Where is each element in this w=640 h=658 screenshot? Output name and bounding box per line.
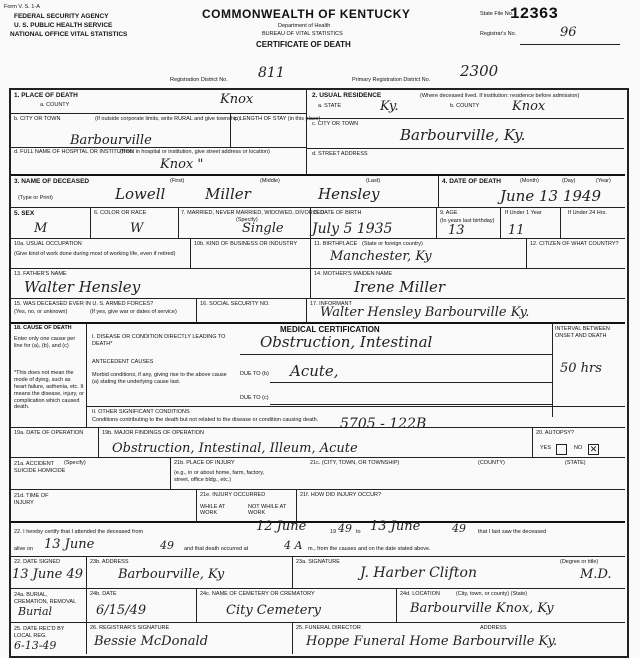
s21d-label: 21d. TIME OF INJURY bbox=[14, 493, 49, 507]
first-name-label: (First) bbox=[170, 178, 185, 184]
autopsy-no-checkbox-checked: ✕ bbox=[589, 444, 598, 454]
cemetery-value: City Cemetery bbox=[226, 603, 321, 618]
antecedent-label: ANTECEDENT CAUSES bbox=[92, 359, 154, 365]
while-at-work-label: WHILE AT WORK bbox=[200, 504, 226, 516]
place-city-value: Barbourville bbox=[70, 133, 152, 148]
registrar-number-label: Registrar's No. bbox=[480, 31, 517, 37]
first-name-value: Lowell bbox=[115, 185, 166, 203]
s15-note: (Yes, no, or unknown) bbox=[14, 309, 68, 315]
morbid-note: Morbid conditions, if any, giving rise to the above cause (a) stating the underlying cause last. bbox=[92, 372, 227, 385]
alive-on-year: 49 bbox=[160, 539, 174, 552]
state-file-number: 12363 bbox=[510, 5, 559, 23]
date-received-value: 6-13-49 bbox=[14, 639, 57, 652]
s11-label: 11. BIRTHPLACE bbox=[314, 241, 358, 247]
s26-label: 26. REGISTRAR'S SIGNATURE bbox=[90, 625, 170, 631]
death-time-value: 4 A bbox=[284, 539, 303, 552]
injury-county-label: (COUNTY) bbox=[478, 460, 505, 466]
s2d-label: d. STREET ADDRESS bbox=[312, 151, 368, 157]
state-file-label: State File No. bbox=[480, 11, 514, 17]
s8-label: 8. DATE OF BIRTH bbox=[314, 210, 362, 216]
father-name-value: Walter Hensley bbox=[24, 278, 141, 296]
s4-label: 4. DATE OF DEATH bbox=[442, 178, 501, 185]
s1c-label: c. LENGTH OF STAY (in this place) bbox=[234, 116, 321, 122]
burial-value: Burial bbox=[18, 605, 53, 618]
residence-state-value: Ky. bbox=[380, 99, 399, 114]
physician-signature-value: J. Harber Clifton bbox=[360, 565, 477, 581]
s24c-label: 24c. NAME OF CEMETERY OR CREMATORY bbox=[200, 591, 315, 597]
injury-state-label: (STATE) bbox=[565, 460, 586, 466]
last-name-label: (Last) bbox=[366, 178, 381, 184]
birth-date-value: July 5 1935 bbox=[312, 221, 393, 237]
s21e-label: 21e. INJURY OCCURRED bbox=[200, 492, 266, 498]
s9-label: 9. AGE bbox=[440, 210, 458, 216]
funeral-director-value: Hoppe Funeral Home Barbourville Ky. bbox=[306, 634, 558, 649]
degree-value: M.D. bbox=[580, 567, 612, 582]
due-to-b-label: DUE TO (b) bbox=[240, 371, 269, 377]
bureau: BUREAU OF VITAL STATISTICS bbox=[262, 31, 343, 37]
registrar-number: 96 bbox=[560, 25, 577, 40]
certify-to: to bbox=[356, 529, 361, 535]
form-number: Form V. S. 1-A bbox=[4, 4, 40, 10]
s26b-note: ADDRESS bbox=[480, 625, 507, 631]
s21a-label: 21a. ACCIDENT SUICIDE HOMICIDE bbox=[14, 461, 66, 475]
s3-note: (Type or Print) bbox=[18, 195, 53, 201]
registration-district-number: 811 bbox=[258, 65, 285, 81]
residence-city-value: Barbourville, Ky. bbox=[400, 126, 526, 144]
agency-line-3: NATIONAL OFFICE VITAL STATISTICS bbox=[10, 31, 128, 38]
s1-title: 1. PLACE OF DEATH bbox=[14, 92, 78, 99]
month-label: (Month) bbox=[520, 178, 539, 184]
cause-a-value: Obstruction, Intestinal bbox=[260, 333, 433, 351]
s2a-label: a. STATE bbox=[318, 103, 342, 109]
birthplace-value: Manchester, Ky bbox=[330, 249, 432, 264]
s25-label: 25. DATE REC'D BY LOCAL REG. bbox=[14, 626, 65, 639]
middle-name-label: (Middle) bbox=[260, 178, 280, 184]
document-title: CERTIFICATE OF DEATH bbox=[256, 40, 351, 49]
s1a-label: a. COUNTY bbox=[40, 102, 70, 108]
s24b-label: 24b. DATE bbox=[90, 591, 117, 597]
s23b-label: 23b. ADDRESS bbox=[90, 559, 129, 565]
s21c-label: 21c. (CITY, TOWN, OR TOWNSHIP) bbox=[310, 460, 400, 466]
s20-label: 20. AUTOPSY? bbox=[536, 430, 575, 436]
s19a-label: 19a. DATE OF OPERATION bbox=[14, 430, 84, 436]
state-title: COMMONWEALTH OF KENTUCKY bbox=[202, 7, 411, 21]
certify-text-year-1: 19 bbox=[330, 529, 337, 535]
s24d-label: 24d. LOCATION bbox=[400, 591, 440, 597]
death-date-value: June 13 1949 bbox=[500, 187, 602, 205]
s11-note: (State or foreign country) bbox=[362, 241, 423, 247]
s12-label: 12. CITIZEN OF WHAT COUNTRY? bbox=[530, 241, 619, 247]
agency-line-2: U. S. PUBLIC HEALTH SERVICE bbox=[14, 22, 113, 29]
s1b-note: (If outside corporate limits, write RURAL and give township) bbox=[95, 116, 240, 122]
last-name-value: Hensley bbox=[318, 185, 380, 203]
attended-from-value: 12 June bbox=[256, 519, 307, 534]
other-conditions-note: Conditions contributing to the death but not related to the disease or condition causing death. bbox=[92, 417, 319, 423]
s2c-label: c. CITY OR TOWN bbox=[312, 121, 359, 127]
s18-note: Enter only one cause per line for (a), (b), and (c) bbox=[14, 336, 76, 349]
not-mean-note: *This does not mean the mode of dying, such as heart failure, asthenia, etc. It means the disease, injury, or complication which caused death. bbox=[14, 370, 84, 411]
s10b-label: 10b. KIND OF BUSINESS OR INDUSTRY bbox=[194, 241, 298, 247]
s1d-note: (If not in hospital or institution, give street address or location) bbox=[120, 149, 270, 155]
certify-text-3: that I last saw the deceased bbox=[478, 529, 547, 535]
age-under-24-label: If Under 24 Hrs. bbox=[568, 210, 607, 216]
certify-text-1: 22. I hereby certify that I attended the deceased from bbox=[14, 529, 144, 535]
s17-label: 17. INFORMANT bbox=[310, 301, 352, 307]
s21f-label: 21f. HOW DID INJURY OCCUR? bbox=[300, 492, 382, 498]
operation-findings-value: Obstruction, Intestinal, Illeum, Acute bbox=[112, 441, 358, 456]
cause-code-value: 5705 - 122B bbox=[340, 416, 427, 432]
s10a-label: 10a. USUAL OCCUPATION bbox=[14, 241, 82, 247]
agency-line-1: FEDERAL SECURITY AGENCY bbox=[14, 13, 109, 20]
marital-value: Single bbox=[242, 221, 284, 236]
autopsy-yes-label: YES bbox=[540, 445, 552, 451]
age-months-value: 11 bbox=[508, 223, 525, 238]
disease-condition-label: I. DISEASE OR CONDITION DIRECTLY LEADING TO DEATH* bbox=[92, 334, 226, 347]
s15-war-note: (If yes, give war or dates of service) bbox=[90, 309, 177, 315]
certify-text-4: and that death occurred at bbox=[184, 546, 249, 552]
s9-note: (In years last birthday) bbox=[440, 218, 495, 224]
s1b-label: b. CITY OR TOWN bbox=[14, 116, 61, 122]
s10a-note: (Give kind of work done during most of working life, even if retired) bbox=[14, 251, 176, 257]
s7-label: 7. MARRIED, NEVER MARRIED, WIDOWED, DIVORCED bbox=[181, 210, 325, 216]
not-while-at-work-label: NOT WHILE AT WORK bbox=[248, 504, 287, 516]
s1d-label: d. FULL NAME OF HOSPITAL OR INSTITUTION bbox=[14, 149, 134, 155]
mother-name-value: Irene Miller bbox=[354, 278, 446, 296]
s22b-label: 22. DATE SIGNED bbox=[14, 559, 61, 565]
registrar-signature-value: Bessie McDonald bbox=[94, 634, 209, 649]
s19b-label: 19b. MAJOR FINDINGS OF OPERATION bbox=[102, 430, 204, 436]
middle-name-value: Miller bbox=[205, 185, 251, 203]
s26b-label: 25. FUNERAL DIRECTOR bbox=[296, 625, 361, 631]
primary-district-label: Primary Registration District No. bbox=[352, 77, 431, 83]
year-label: (Year) bbox=[596, 178, 611, 184]
medical-certification-title: MEDICAL CERTIFICATION bbox=[280, 325, 380, 334]
burial-date-value: 6/15/49 bbox=[96, 603, 147, 618]
s15-label: 15. WAS DECEASED EVER IN U. S. ARMED FORCES? bbox=[14, 301, 154, 307]
autopsy-no-label: NO bbox=[574, 445, 583, 451]
informant-value: Walter Hensley Barbourville Ky. bbox=[320, 305, 530, 320]
alive-on-value: 13 June bbox=[44, 537, 95, 552]
primary-district-number: 2300 bbox=[460, 62, 499, 80]
department: Department of Health bbox=[278, 23, 331, 29]
date-signed-value: 13 June 49 bbox=[12, 567, 83, 582]
autopsy-yes-checkbox bbox=[556, 444, 567, 455]
s21b-label: 21b. PLACE OF INJURY bbox=[174, 460, 235, 466]
s23a-label: 23a. SIGNATURE bbox=[296, 559, 340, 565]
s24a-label: 24a. BURIAL, CREMATION, REMOVAL bbox=[14, 592, 77, 605]
s7-note: (Specify) bbox=[236, 217, 258, 223]
burial-location-value: Barbourville Knox, Ky bbox=[410, 601, 554, 616]
s6-label: 6. COLOR OR RACE bbox=[94, 210, 147, 216]
s2-note: (Where deceased lived. If institution: residence before admission) bbox=[420, 93, 580, 99]
s21a-note: (Specify) bbox=[64, 460, 86, 466]
place-county-value: Knox bbox=[220, 92, 254, 107]
s24d-note: (City, town, or county) (State) bbox=[456, 591, 528, 597]
s18-label: 18. CAUSE OF DEATH bbox=[14, 325, 72, 331]
due-to-c-label: DUE TO (c) bbox=[240, 395, 269, 401]
age-value: 13 bbox=[448, 223, 465, 238]
s14-label: 14. MOTHER'S MAIDEN NAME bbox=[314, 271, 393, 277]
s21b-note: (e.g., in or about home, farm, factory, street, office bldg., etc.) bbox=[174, 470, 265, 483]
attended-to-year: 49 bbox=[452, 522, 466, 535]
address-value: Barbourville, Ky bbox=[118, 567, 225, 582]
s2-title: 2. USUAL RESIDENCE bbox=[312, 92, 382, 99]
other-conditions-label: II. OTHER SIGNIFICANT CONDITIONS bbox=[92, 409, 190, 415]
race-value: W bbox=[130, 221, 144, 236]
attended-from-year: 49 bbox=[338, 522, 352, 535]
interval-label: INTERVAL BETWEEN ONSET AND DEATH bbox=[555, 326, 610, 339]
degree-label: (Degree or title) bbox=[560, 559, 599, 565]
s13-label: 13. FATHER'S NAME bbox=[14, 271, 67, 277]
registration-district-label: Registration District No. bbox=[170, 77, 228, 83]
s16-label: 16. SOCIAL SECURITY NO. bbox=[200, 301, 270, 307]
residence-county-value: Knox bbox=[512, 99, 546, 114]
s3-label: 3. NAME OF DECEASED bbox=[14, 178, 90, 185]
interval-value: 50 hrs bbox=[560, 361, 602, 376]
s5-label: 5. SEX bbox=[14, 210, 35, 217]
certify-alive-on: alive on bbox=[14, 546, 33, 552]
hospital-value: Knox " bbox=[160, 157, 204, 172]
day-label: (Day) bbox=[562, 178, 576, 184]
s2b-label: b. COUNTY bbox=[450, 103, 480, 109]
age-under-1-label: If Under 1 Year bbox=[505, 210, 542, 216]
cause-b-value: Acute, bbox=[290, 362, 339, 380]
attended-to-value: 13 June bbox=[370, 519, 421, 534]
sex-value: M bbox=[34, 221, 48, 236]
certify-text-5: m., from the causes and on the date stated above. bbox=[308, 546, 431, 552]
